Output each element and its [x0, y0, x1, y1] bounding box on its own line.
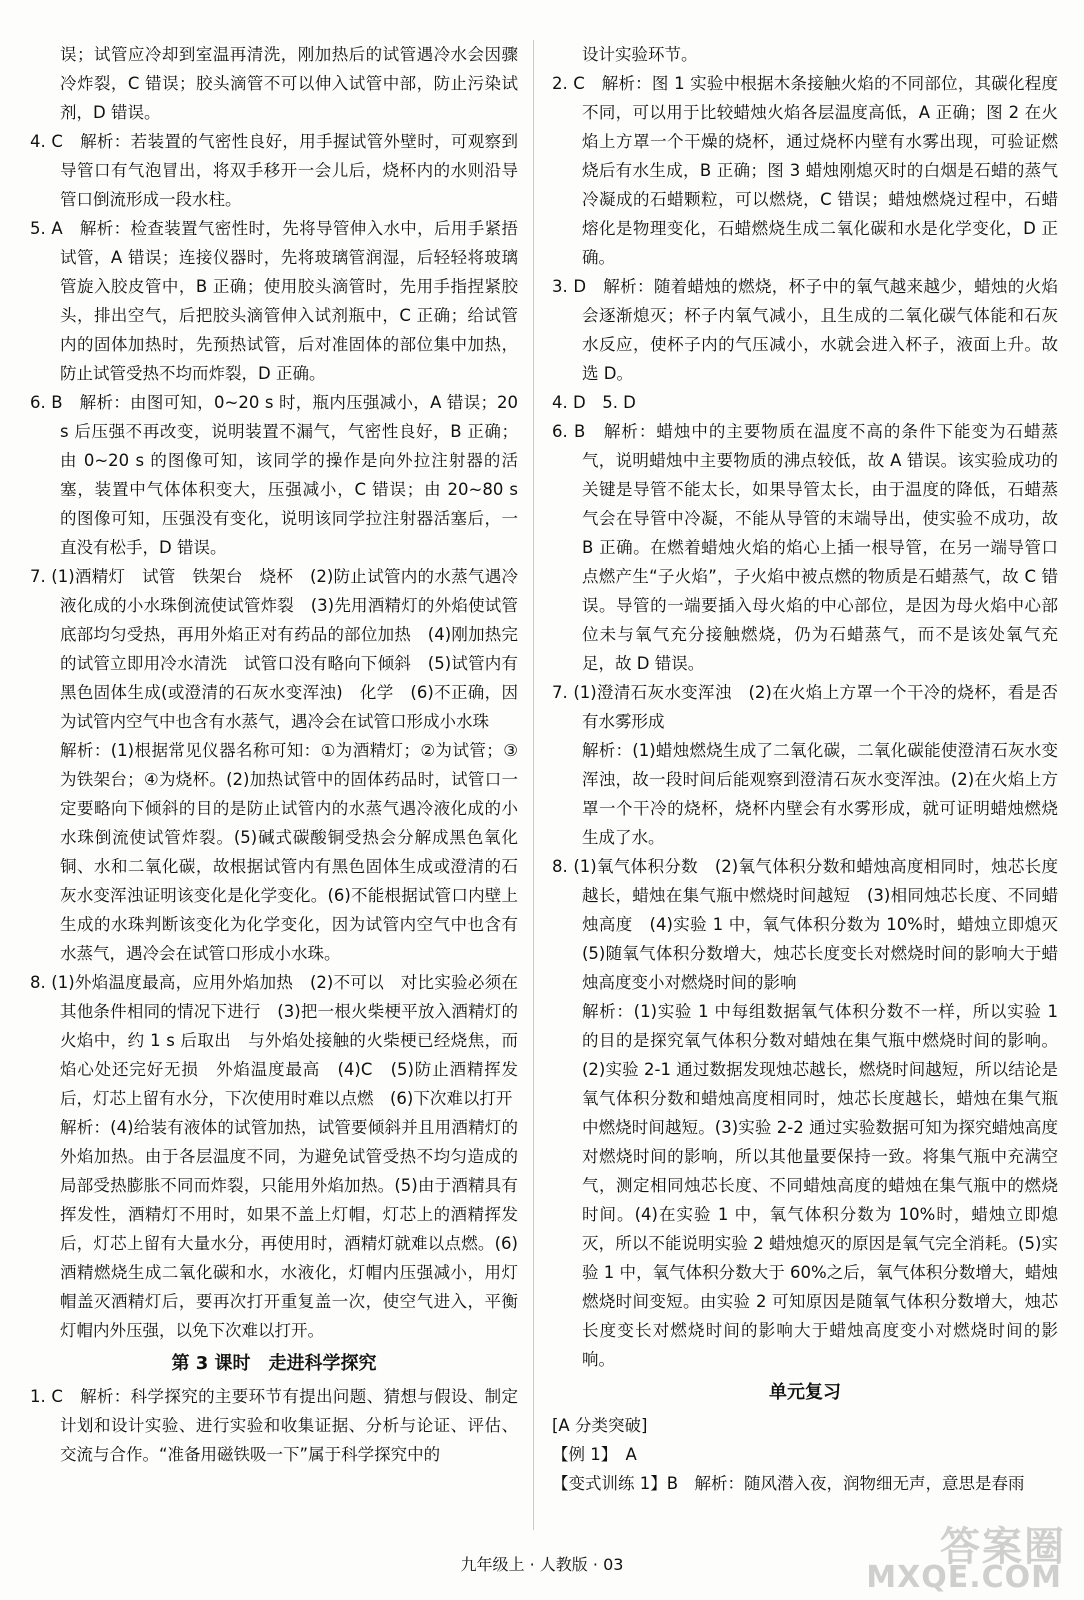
watermark-url: MXQE.COM — [866, 1560, 1062, 1595]
column-divider — [533, 40, 534, 1530]
answer-paragraph: 7. (1)澄清石灰水变浑浊 (2)在火焰上方罩一个干冷的烧杯，看是否有水雾形成 — [552, 683, 1058, 731]
answer-paragraph: 2. C 解析：图 1 实验中根据木条接触火焰的不同部位，其碳化程度不同，可以用于比较蜡烛火焰各层温度高低，A 正确；图 2 在火焰上方罩一个干燥的烧杯，通过烧杯内壁有水雾出现，可验证燃烧后有水生成，B 正确；图 3 蜡烛刚熄灭时的白烟是石蜡的蒸气冷凝成的石蜡颗粒，可以燃烧，C 错误；蜡烛燃烧过程中，石蜡熔化是物理变化，石蜡燃烧生成二氧化碳和水是化学变化，D 正确。 — [552, 74, 1058, 267]
answer-paragraph: 误；试管应冷却到室温再清洗，刚加热后的试管遇冷水会因骤冷炸裂，C 错误；胶头滴管不可以伸入试管中部，防止污染试剂，D 错误。 — [60, 45, 518, 122]
watermark-logo: 答案圈 — [940, 1524, 1066, 1570]
answer-paragraph: 8. (1)氧气体积分数 (2)氧气体积分数和蜡烛高度相同时，烛芯长度越长，蜡烛在集气瓶中燃烧时间越短 (3)相同烛芯长度、不同蜡烛高度 (4)实验 1 中，氧气体积分数为 10%时，蜡烛立即熄灭 (5)随氧气体积分数增大，烛芯长度变长对燃烧时间的影响大于蜡烛高度变小对燃烧时间的影响 — [552, 857, 1075, 992]
answer-paragraph: 5. A 解析：检查装置气密性时，先将导管伸入水中，后用手紧捂试管，A 错误；连接仪器时，先将玻璃管润湿，后轻轻将玻璃管旋入胶皮管中，B 正确；使用胶头滴管时，先用手指捏紧胶头，排出空气，后把胶头滴管伸入试剂瓶中，C 正确；给试管内的固体加热时，先预热试管，后对准固体的部位集中加热，防止试管受热不均而炸裂，D 正确。 — [30, 219, 518, 383]
answer-paragraph: 解析：(1)根据常见仪器名称可知：①为酒精灯；②为试管；③为铁架台；④为烧杯。(2)加热试管中的固体药品时，试管口一定要略向下倾斜的目的是防止试管内的水蒸气遇冷液化成的小水珠倒流使试管炸裂。(5)碱式碳酸铜受热会分解成黑色氧化铜、水和二氧化碳，故根据试管内有黑色固体生成或澄清的石灰水变浑浊证明该变化是化学变化。(6)不能根据试管口内壁上生成的水珠判断该变化为化学变化，因为试管内空气中也含有水蒸气，遇冷会在试管口形成小水珠。 — [60, 741, 518, 963]
answer-paragraph: 解析：(1)蜡烛燃烧生成了二氧化碳，二氧化碳能使澄清石灰水变浑浊，故一段时间后能观察到澄清石灰水变浑浊。(2)在火焰上方罩一个干冷的烧杯，烧杯内壁会有水雾形成，就可证明蜡烛燃烧生成了水。 — [582, 741, 1058, 847]
section-heading: 单元复习 — [769, 1382, 841, 1403]
answer-paragraph: 【例 1】 A — [552, 1445, 637, 1464]
answer-paragraph: 6. B 解析：蜡烛中的主要物质在温度不高的条件下能变为石蜡蒸气，说明蜡烛中主要物质的沸点较低，故 A 错误。该实验成功的关键是导管不能太长，如果导管太长，由于温度的降低，石蜡蒸气会在导管中冷凝，不能从导管的末端导出，使实验不成功，故 B 正确。在燃着蜡烛火焰的焰心上插一根导管，在另一端导管口点燃产生“子火焰”，子火焰中被点燃的物质是石蜡蒸气，故 C 错误。导管的一端要插入母火焰的中心部位，是因为母火焰中心部位未与氧气充分接触燃烧，仍为石蜡蒸气，而不是该处氧气充足，故 D 错误。 — [552, 422, 1058, 673]
answer-paragraph: 解析：(4)给装有液体的试管加热，试管要倾斜并且用酒精灯的外焰加热。由于各层温度不同，为避免试管受热不均匀造成的局部受热膨胀不同而炸裂，只能用外焰加热。(5)由于酒精具有挥发性，酒精灯不用时，如果不盖上灯帽，灯芯上的酒精挥发后，灯芯上留有大量水分，再使用时，酒精灯就难以点燃。(6)酒精燃烧生成二氧化碳和水，水液化，灯帽内压强减小，用灯帽盖灭酒精灯后，要再次打开重复盖一次，使空气进入，平衡灯帽内外压强，以免下次难以打开。 — [60, 1118, 518, 1340]
answer-paragraph: 1. C 解析：科学探究的主要环节有提出问题、猜想与假设、制定计划和设计实验、进行实验和收集证据、分析与论证、评估、交流与合作。“准备用磁铁吸一下”属于科学探究中的 — [30, 1387, 518, 1464]
answer-paragraph: 解析：(1)实验 1 中每组数据氧气体积分数不一样，所以实验 1 的目的是探究氧气体积分数对蜡烛在集气瓶中燃烧时间的影响。(2)实验 2-1 通过数据发现烛芯越长，燃烧时间越短，所以结论是氧气体积分数和蜡烛高度相同时，烛芯长度越长，蜡烛在集气瓶中燃烧时间越短。(3)实验 2-2 通过实验数据可知为探究蜡烛高度对燃烧时间的影响，所以其他量要保持一致。将集气瓶中充满空气，测定相同烛芯长度、不同蜡烛高度的蜡烛在集气瓶中的燃烧时间。(4)在实验 1 中，氧气体积分数为 10%时，蜡烛立即熄灭，所以不能说明实验 2 蜡烛熄灭的原因是氧气完全消耗。(5)实验 1 中，氧气体积分数大于 60%之后，氧气体积分数增大，蜡烛燃烧时间变短。由实验 2 可知原因是随氧气体积分数增大，烛芯长度变长对燃烧时间的影响大于蜡烛高度变小对燃烧时间的影响。 — [582, 1002, 1058, 1369]
answer-paragraph: [A 分类突破] — [552, 1416, 648, 1435]
right-column — [552, 40, 1075, 1498]
section-heading: 第 3 课时 走进科学探究 — [171, 1353, 377, 1374]
answer-paragraph: 【变式训练 1】B 解析：随风潜入夜，润物细无声，意思是春雨 — [552, 1474, 1025, 1493]
answer-paragraph: 设计实验环节。 — [582, 45, 698, 64]
page-footer: 九年级上 · 人教版 · 03 — [460, 1555, 624, 1574]
left-column — [30, 40, 518, 1469]
answer-paragraph: 7. (1)酒精灯 试管 铁架台 烧杯 (2)防止试管内的水蒸气遇冷液化成的小水珠倒流使试管炸裂 (3)先用酒精灯的外焰使试管底部均匀受热，再用外焰正对有药品的部位加热 (4)刚加热完的试管立即用冷水清洗 试管口没有略向下倾斜 (5)试管内有黑色固体生成(或澄清的石灰水变浑浊) 化学 (6)不正确，因为试管内空气中也含有水蒸气，遇冷会在试管口形成小水珠 — [30, 567, 518, 731]
answer-paragraph: 8. (1)外焰温度最高，应用外焰加热 (2)不可以 对比实验必须在其他条件相同的情况下进行 (3)把一根火柴梗平放入酒精灯的火焰中，约 1 s 后取出 与外焰处接触的火柴梗已经烧焦，而焰心处还完好无损 外焰温度最高 (4)C (5)防止酒精挥发后，灯芯上留有水分，下次使用时难以点燃 (6)下次难以打开 — [30, 973, 518, 1108]
answer-paragraph: 3. D 解析：随着蜡烛的燃烧，杯子中的氧气越来越少，蜡烛的火焰会逐渐熄灭；杯子内氧气减小，且生成的二氧化碳气体能和石灰水反应，使杯子内的气压减小，水就会进入杯子，液面上升。故选 D。 — [552, 277, 1058, 383]
answer-paragraph: 6. B 解析：由图可知，0~20 s 时，瓶内压强减小，A 错误；20 s 后压强不再改变，说明装置不漏气，气密性良好，B 正确；由 0~20 s 的图像可知，该同学的操作是向外拉注射器的活塞，装置中气体体积变大，压强减小，C 错误；由 20~80 s 的图像可知，压强没有变化，说明该同学拉注射器活塞后，一直没有松手，D 错误。 — [30, 393, 518, 557]
answer-paragraph: 4. D 5. D — [552, 393, 636, 412]
answer-paragraph: 4. C 解析：若装置的气密性良好，用手握试管外壁时，可观察到导管口有气泡冒出，将双手移开一会儿后，烧杯内的水则沿导管口倒流形成一段水柱。 — [30, 132, 518, 209]
